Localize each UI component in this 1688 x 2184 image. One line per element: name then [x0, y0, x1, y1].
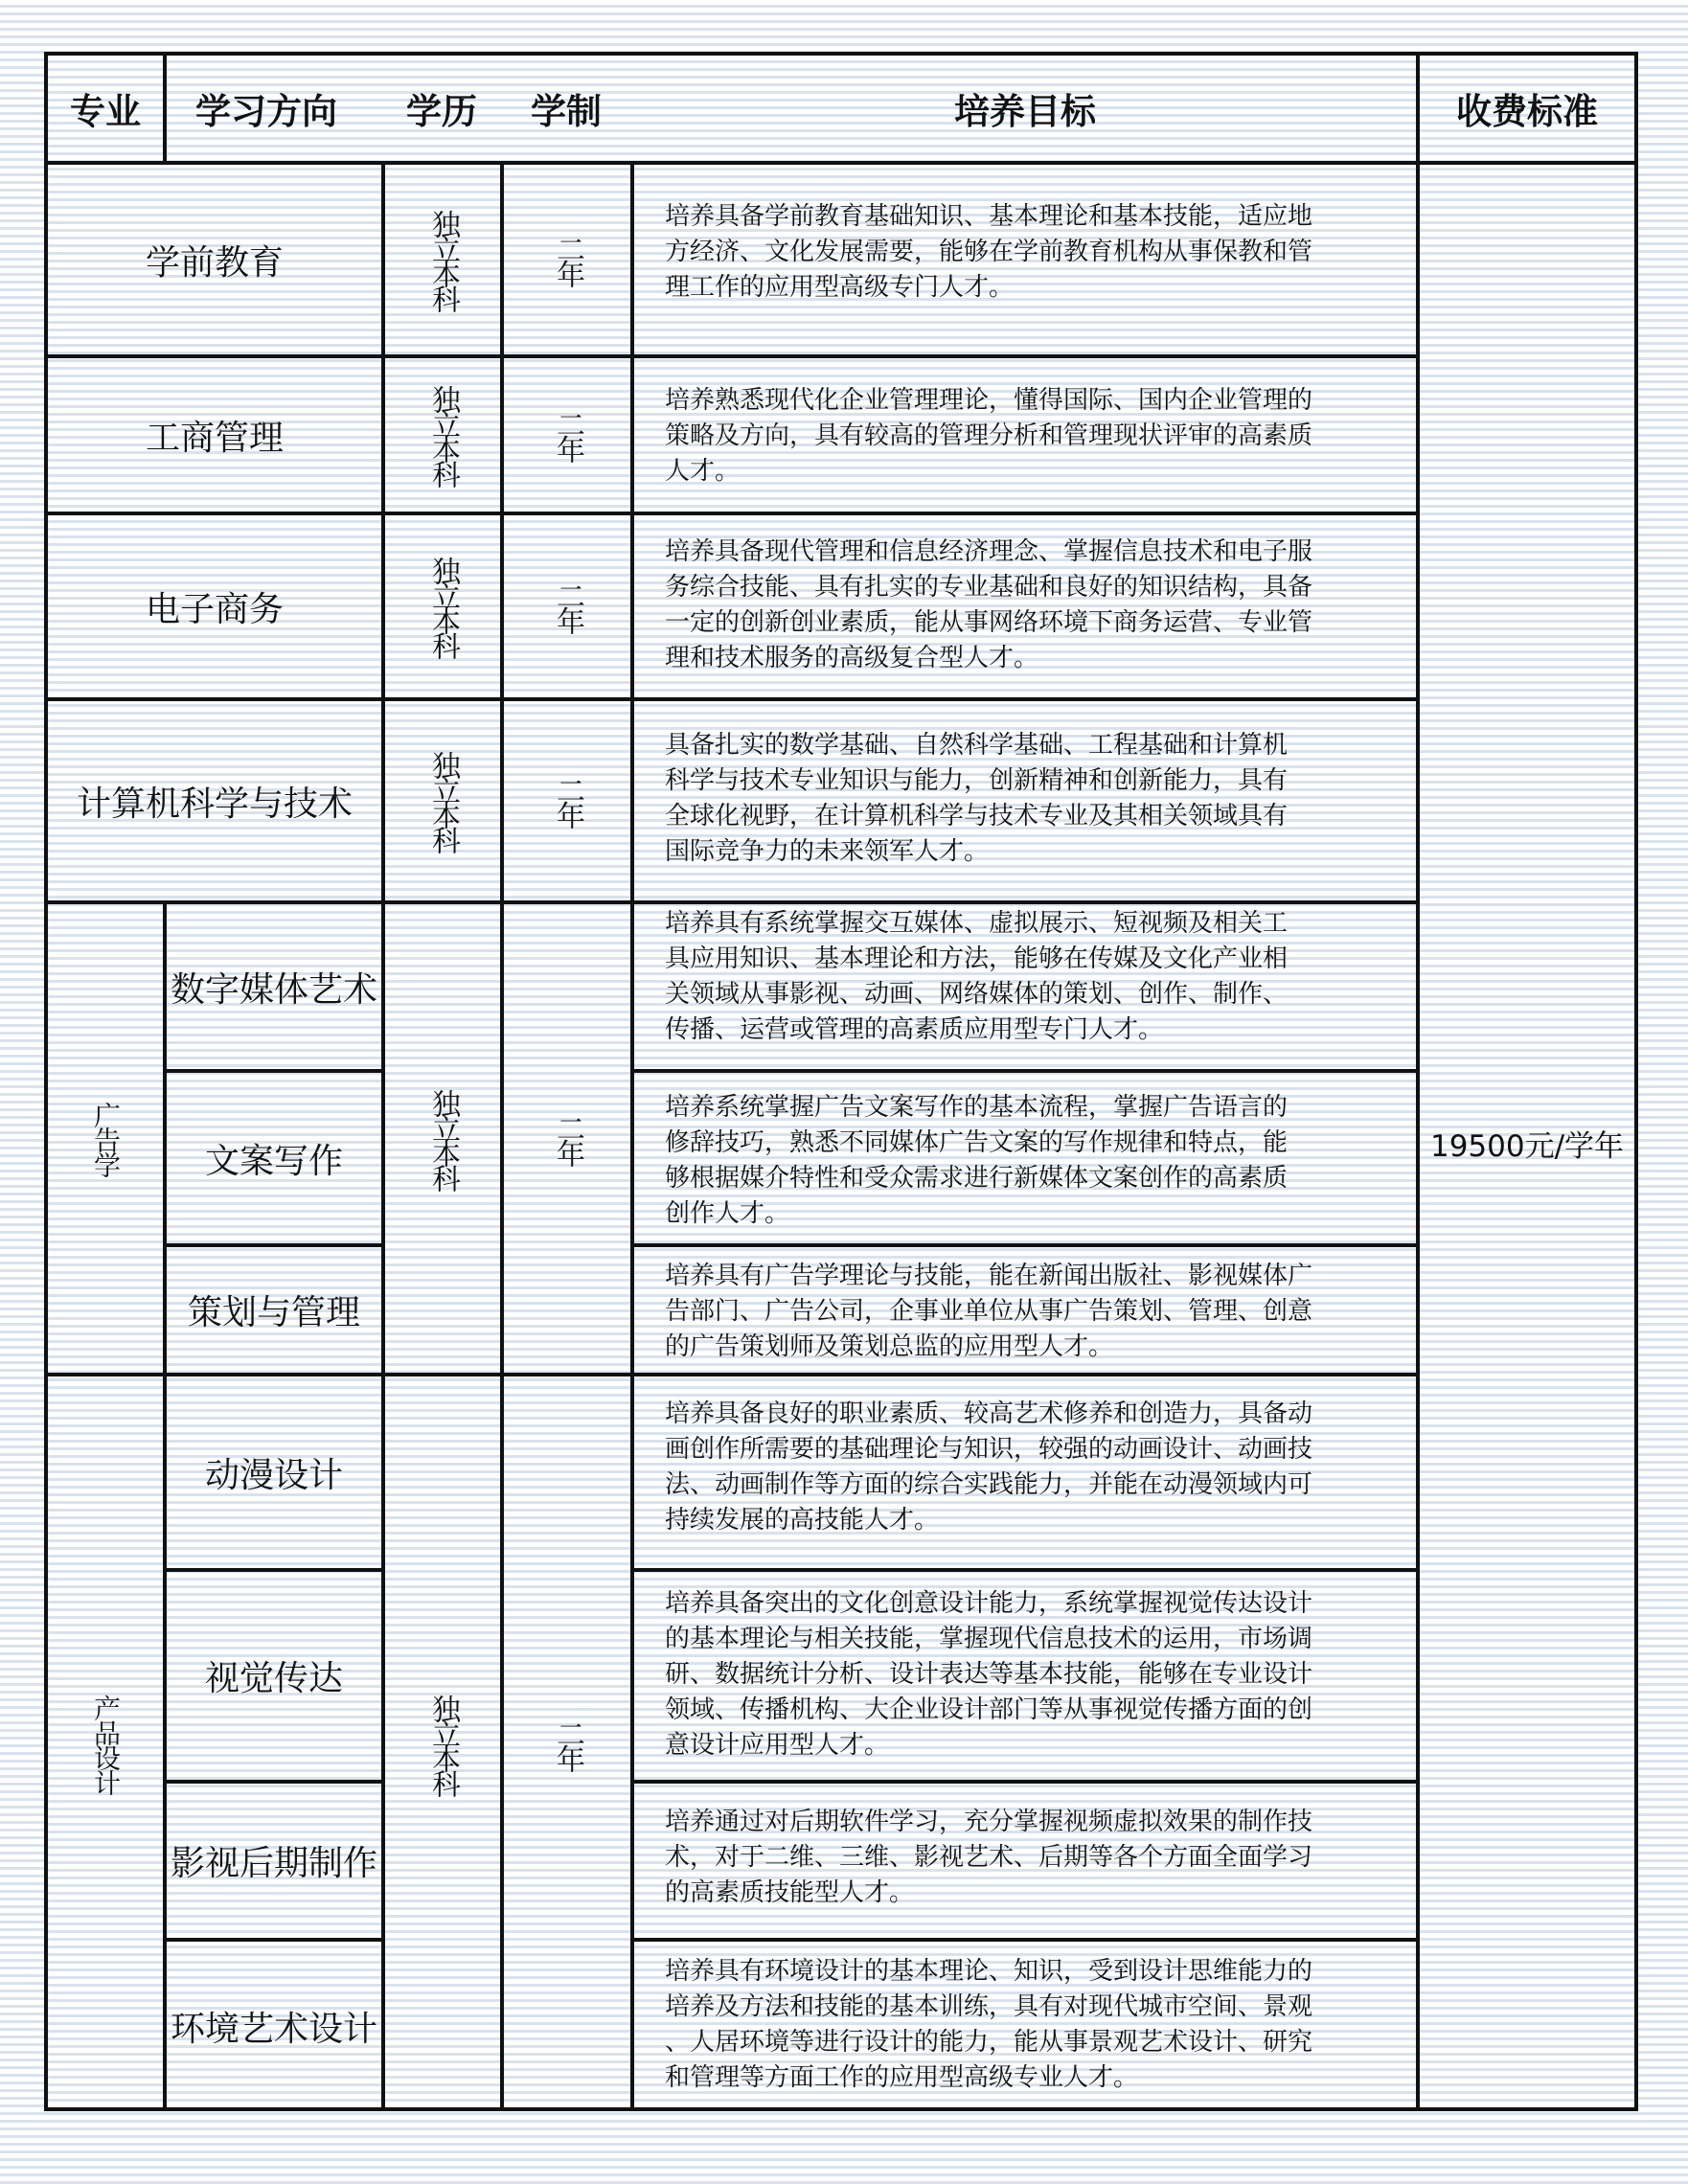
goal-text: 培养系统掌握广告文案写作的基本流程，掌握广告语言的 修辞技巧，熟悉不同媒体广告文案的写作规律和特点，能 够根据媒介特性和受众需求进行新媒体文案创作的高素质 创作人才。 — [665, 1093, 1289, 1228]
direction-name: 环境艺术设计 — [170, 2010, 377, 2049]
major-name: 计算机科学与技术 — [76, 784, 353, 824]
degree-cell: 独立本科 — [426, 385, 460, 485]
header-goal: 培养目标 — [954, 91, 1096, 132]
major-name: 工商管理 — [145, 418, 284, 458]
duration-cell: 二年 — [551, 1718, 584, 1769]
header-major: 专业 — [70, 91, 141, 132]
group-advertising: 广告学 — [90, 1101, 122, 1176]
goal-text: 培养通过对后期软件学习，充分掌握视频虚拟效果的制作技 术，对于二维、三维、影视艺术、后期等各个方面全面学习 的高素质技能型人才。 — [665, 1808, 1313, 1907]
duration-cell: 二年 — [551, 581, 584, 631]
header-direction: 学习方向 — [195, 91, 337, 132]
direction-name: 影视后期制作 — [170, 1844, 377, 1883]
degree-cell: 独立本科 — [426, 210, 460, 309]
goal-text: 具备扎实的数学基础、自然科学基础、工程基础和计算机 科学与技术专业知识与能力，创新精神和创新能力，具有 全球化视野，在计算机科学与技术专业及其相关领域具有 国际竞争力的未来领军人才。 — [665, 731, 1289, 866]
group-product-design: 产品设计 — [90, 1694, 122, 1794]
goal-text: 培养具备良好的职业素质、较高艺术修养和创造力，具备动 画创作所需要的基础理论与知识，较强的动画设计、动画技 法、动画制作等方面的综合实践能力，并能在动漫领域内可 持续发展的高技能人才。 — [665, 1399, 1313, 1535]
degree-cell: 独立本科 — [426, 1088, 460, 1189]
degree-cell: 独立本科 — [426, 557, 460, 656]
direction-name: 视觉传达 — [204, 1659, 343, 1698]
direction-name: 策划与管理 — [187, 1293, 360, 1332]
duration-cell: 二年 — [551, 410, 584, 460]
duration-cell: 二年 — [551, 776, 584, 826]
goal-text: 培养具备学前教育基础知识、基本理论和基本技能，适应地 方经济、文化发展需要，能够在学前教育机构从事保教和管 理工作的应用型高级专门人才。 — [665, 202, 1313, 302]
goal-text: 培养具有系统掌握交互媒体、虚拟展示、短视频及相关工 具应用知识、基本理论和方法，能够在传媒及文化产业相 关领域从事影视、动画、网络媒体的策划、创作、制作、 传播、运营或管理的高素质应用型专门人才。 — [665, 909, 1289, 1044]
program-table — [44, 52, 1638, 2111]
header-degree: 学历 — [406, 91, 477, 132]
header-fee: 收费标准 — [1456, 91, 1598, 132]
major-name: 电子商务 — [145, 589, 284, 629]
goal-text: 培养具备突出的文化创意设计能力，系统掌握视觉传达设计 的基本理论与相关技能，掌握现代信息技术的运用，市场调 研、数据统计分析、设计表达等基本技能，能够在专业设计 领域、传播机构、大企业设计部门等从事视觉传播方面的创 意设计应用型人才。 — [665, 1589, 1313, 1760]
direction-name: 文案写作 — [204, 1141, 343, 1181]
goal-text: 培养具备现代管理和信息经济理念、掌握信息技术和电子服 务综合技能、具有扎实的专业基础和良好的知识结构，具备 一定的创新创业素质，能从事网络环境下商务运营、专业管 理和技术服务的高级复合型人才。 — [665, 537, 1313, 672]
degree-cell: 独立本科 — [426, 751, 460, 851]
direction-name: 数字媒体艺术 — [170, 969, 377, 1010]
fee-value: 19500元/学年 — [1429, 1128, 1625, 1164]
duration-cell: 二年 — [551, 235, 584, 284]
duration-cell: 二年 — [551, 1113, 584, 1164]
major-name: 学前教育 — [145, 242, 284, 283]
goal-text: 培养具有广告学理论与技能，能在新闻出版社、影视媒体广 告部门、广告公司，企事业单位从事广告策划、管理、创意 的广告策划师及策划总监的应用型人才。 — [665, 1262, 1313, 1361]
header-duration: 学制 — [531, 91, 602, 132]
degree-cell: 独立本科 — [426, 1694, 460, 1794]
direction-name: 动漫设计 — [204, 1455, 343, 1495]
goal-text: 培养熟悉现代化企业管理理论，懂得国际、国内企业管理的 策略及方向，具有较高的管理分析和管理现状评审的高素质 人才。 — [665, 386, 1313, 486]
goal-text: 培养具有环境设计的基本理论、知识，受到设计思维能力的 培养及方法和技能的基本训练，具有对现代城市空间、景观 、人居环境等进行设计的能力，能从事景观艺术设计、研究 和管理等方面工作的应用型高级专业人才。 — [665, 1957, 1313, 2092]
